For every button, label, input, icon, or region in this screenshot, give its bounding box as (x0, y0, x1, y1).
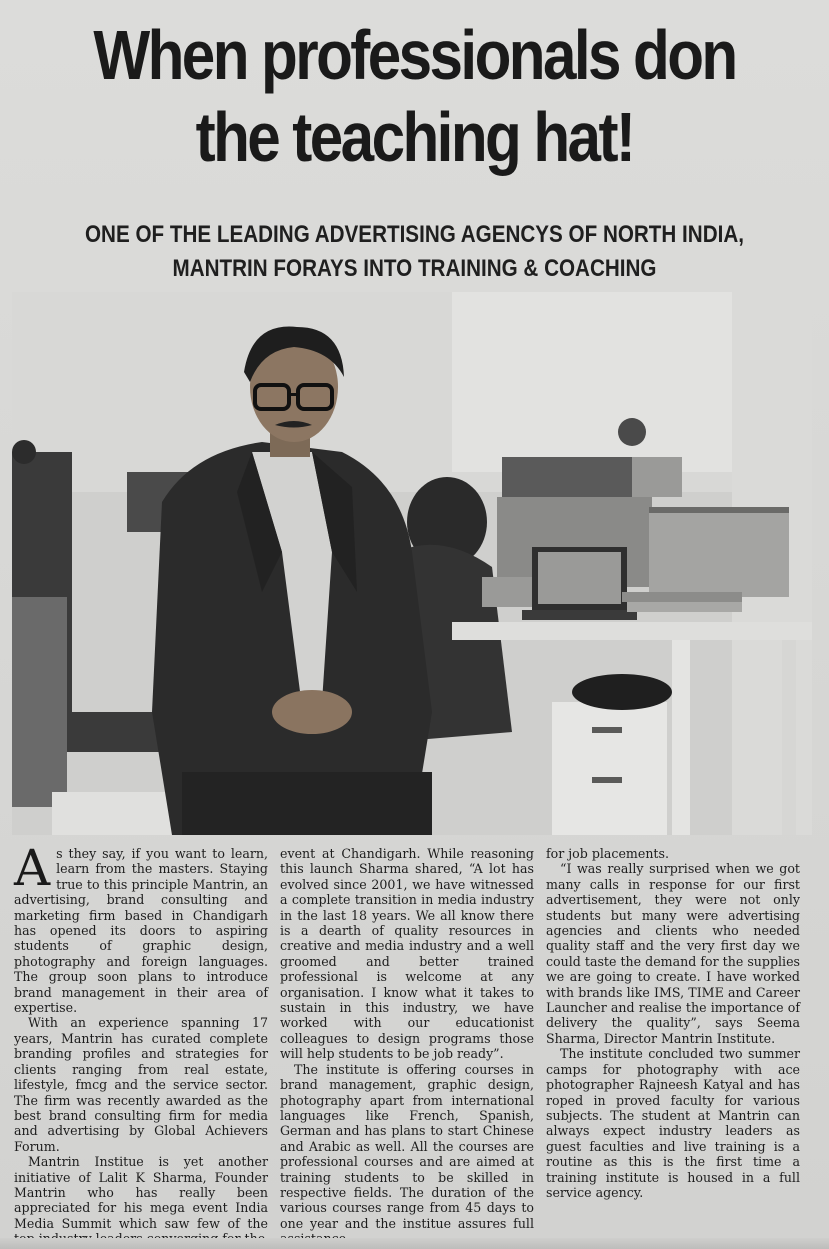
article-column-3 (546, 846, 800, 1218)
headline-line-2: the teaching hat! (195, 98, 634, 176)
article-column-1 (14, 839, 268, 1231)
paragraph: event at Chandigarh. While reasoning this launch Sharma shared, “A lot has evolved since 2001, we have witnessed a complete transition in media industry in the last 18 years. We all know there is a dearth of quality resources in creative and media industry and a well groomed and better trained professional is welcome at any organisation. I know what it takes to sustain in this industry, we have worked with our educationist colleagues to design programs those will help students to be job ready”. (280, 846, 534, 1062)
drop-cap: A (14, 839, 51, 897)
paragraph: for job placements. (546, 846, 669, 861)
article-photo (12, 292, 812, 835)
article-body (14, 839, 820, 1231)
subheadline (58, 218, 771, 286)
paragraph: “I was really surprised when we got many calls in response for our first advertisement, they were not only students but many were advertising agencies and clients who needed quality staff and the very first day we could taste the demand for the supplies we are going to create. I have worked with brands like IMS, TIME and Career Launcher and realise the importance of delivery the quality”, says Seema Sharma, Director Mantrin Institute. (546, 861, 800, 1046)
bottom-edge (0, 1238, 829, 1249)
article-column-2 (280, 846, 534, 1231)
paragraph: The institute is offering courses in brand management, graphic design, photography apart from international languages like French, Spanish, German and has plans to start Chinese and Arabic as well. All the courses are professional courses and are aimed at training students to be skilled in respective fields. The duration of the various courses range from 45 days to one year and the institue assures full (280, 1061, 534, 1231)
paragraph: The institute concluded two summer camps for photography with ace photographer Rajneesh Katyal and has roped in proved faculty for various subjects. The student at Mantrin can always expect industry leaders as guest faculties and live training is a routine as this is the first time a training institute is housed in a full service agency. (546, 1046, 800, 1200)
subheadline-line-2: MANTRIN FORAYS INTO TRAINING & COACHING (172, 255, 657, 282)
subheadline-line-1: ONE OF THE LEADING ADVERTISING AGENCYS OF NORTH INDIA, (84, 221, 744, 248)
paragraph: s they say, if you want to learn, learn from the masters. Staying true to this principle Mantrin, an advertising, brand consulting and marketing firm based in Chandigarh has opened its doors to aspiring students of graphic design, photography and foreign languages. The group soon plans to introduce brand management in their area of expertise. (14, 846, 268, 1016)
office-photo-icon (12, 292, 812, 835)
paragraph: With an experience spanning 17 years, Mantrin has curated complete branding profiles and strategies for clients ranging from real estate, lifestyle, fmcg and the service sector. The firm was recently awarded as the best brand consulting firm for media and advertising by Global Achievers Forum. (14, 1015, 268, 1154)
headline (58, 14, 771, 178)
headline-line-1: When professionals don (93, 16, 736, 94)
paragraph: Mantrin Institue is yet another initiative of Lalit K Sharma, Founder Mantrin who has really been appreciated for his mega event India Media Summit which saw few of the (14, 1154, 268, 1231)
